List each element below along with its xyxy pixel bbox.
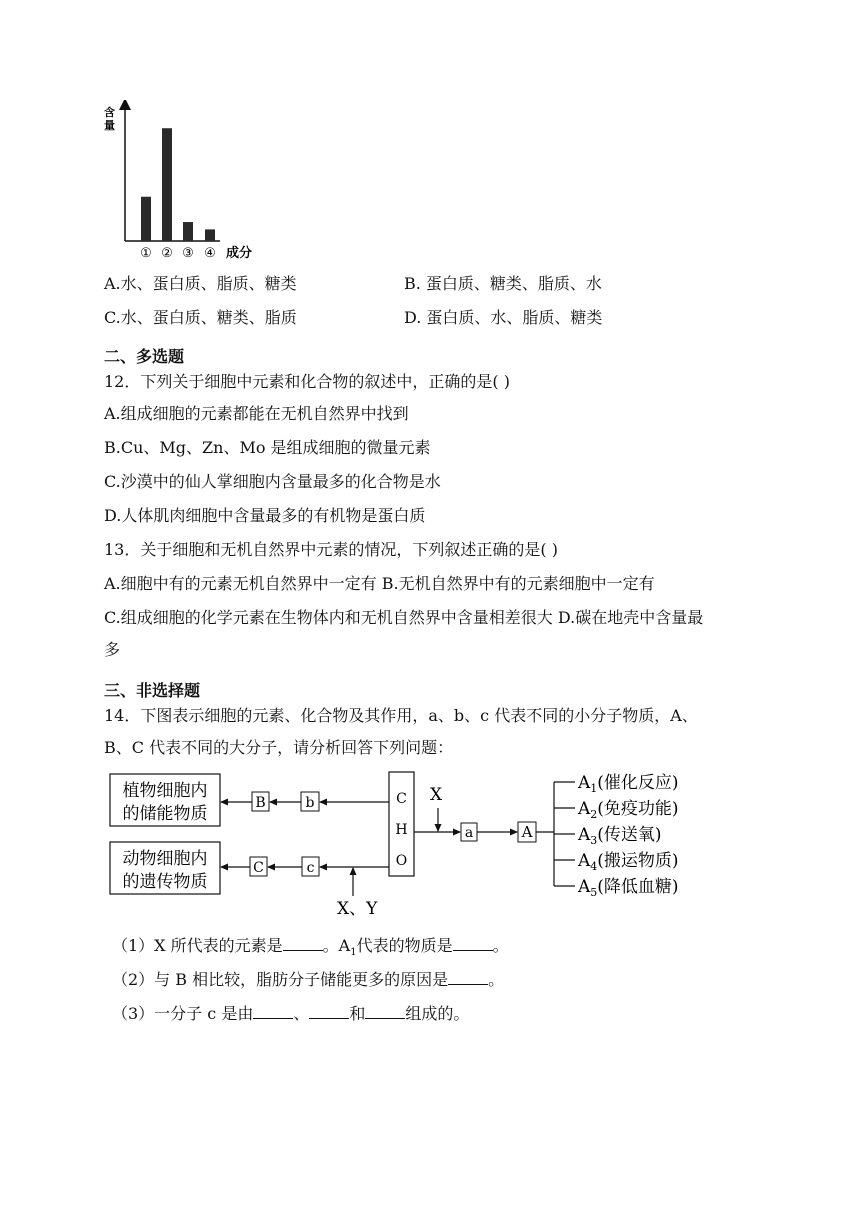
answer-blank [448,970,488,985]
node-b: b [305,795,315,811]
q14-sub2-p1: （2）与 B 相比较，脂肪分子储能更多的原因是 [112,970,449,989]
answer-blank [253,1004,293,1019]
node-B: B [255,795,266,811]
q14-sub1-p4: 。 [492,936,509,955]
q12-option-d: D.人体肌肉细胞中含量最多的有机物是蛋白质 [104,506,426,525]
q14-sub1 [112,936,509,963]
q14-sub1-subscript: 1 [350,947,357,959]
answer-blank [365,1004,405,1019]
bar-2 [162,128,172,241]
bar-1 [141,197,151,241]
q11-option-c: C.水、蛋白质、糖类、脂质 [104,308,297,327]
section-title-multiple-choice: 二、多选题 [104,347,185,366]
x-tick-label-1: ① [140,246,152,261]
q11-option-a: A.水、蛋白质、脂质、糖类 [104,274,297,293]
node-c: c [306,860,315,876]
node-A: A [521,823,533,841]
q13-stem: 13．关于细胞和无机自然界中元素的情况，下列叙述正确的是( ) [104,540,558,559]
q11-option-d: D. 蛋白质、水、脂质、糖类 [404,308,603,327]
q12-stem: 12．下列关于细胞中元素和化合物的叙述中，正确的是( ) [104,372,510,391]
q14-sub3-p2: 、 [293,1004,310,1023]
q14-sub1-p3: 代表的物质是 [356,936,453,955]
plant-box-line1: 植物细胞内 [122,781,208,801]
answer-blank [283,936,323,951]
function-label-4: $A_4$(搬运物质) [578,851,679,873]
q14-sub3-p1: （3）一分子 c 是由 [112,1004,254,1023]
cho-o: O [395,853,408,869]
label-x: X [430,785,443,805]
cho-h: H [395,822,408,838]
q11-option-b: B. 蛋白质、糖类、脂质、水 [404,274,602,293]
q14-stem-line2: B、C 代表不同的大分子，请分析回答下列问题： [104,738,454,757]
q14-sub2-p2: 。 [488,970,505,989]
node-C: C [253,860,264,876]
y-axis-label-1: 含 [104,106,115,119]
q14-sub1-p2: 。A [322,936,351,955]
plant-box-line2: 的储能物质 [122,804,208,824]
bar-4 [205,229,215,241]
function-label-3: $A_3$(传送氧) [578,825,662,847]
q12-option-a: A.组成细胞的元素都能在无机自然界中找到 [104,404,409,423]
answer-blank [309,1004,349,1019]
label-xy: X、Y [337,899,378,919]
bar-3 [183,222,193,241]
q14-sub3 [112,1004,469,1024]
x-tick-label-3: ③ [182,246,194,261]
x-axis-label: 成分 [226,246,253,261]
q13-options-line3: 多 [104,640,121,659]
node-a: a [464,825,474,841]
function-label-5: $A_5$(降低血糖) [578,877,679,899]
function-label-1: $A_1$(催化反应) [578,773,679,795]
x-tick-label-2: ② [161,246,173,261]
q13-options-line1: A.细胞中有的元素无机自然界中一定有 B.无机自然界中有的元素细胞中一定有 [104,574,655,593]
q14-sub3-p4: 组成的。 [405,1004,470,1023]
y-axis-label-2: 量 [104,119,115,132]
q14-sub1-p1: （1）X 所代表的元素是 [112,936,283,955]
animal-box-line1: 动物细胞内 [122,849,208,869]
q12-option-c: C.沙漠中的仙人掌细胞内含量最多的化合物是水 [104,472,441,491]
answer-blank [453,936,493,951]
x-tick-label-4: ④ [204,246,216,261]
q12-option-b: B.Cu、Mg、Zn、Mo 是组成细胞的微量元素 [104,438,431,457]
animal-box-line2: 的遗传物质 [122,872,208,892]
q11-bar-chart [100,100,270,266]
cho-c: C [396,791,407,807]
q14-sub2 [112,970,504,990]
section-title-non-choice: 三、非选择题 [104,681,201,700]
q13-options-line2: C.组成细胞的化学元素在生物体内和无机自然界中含量相差很大 D.碳在地壳中含量最 [104,608,704,627]
q14-stem-line1: 14．下图表示细胞的元素、化合物及其作用，a、b、c 代表不同的小分子物质，A、 [104,706,698,725]
function-label-2: $A_2$(免疫功能) [578,799,679,821]
q14-diagram [100,764,710,922]
q14-sub3-p3: 和 [349,1004,366,1023]
